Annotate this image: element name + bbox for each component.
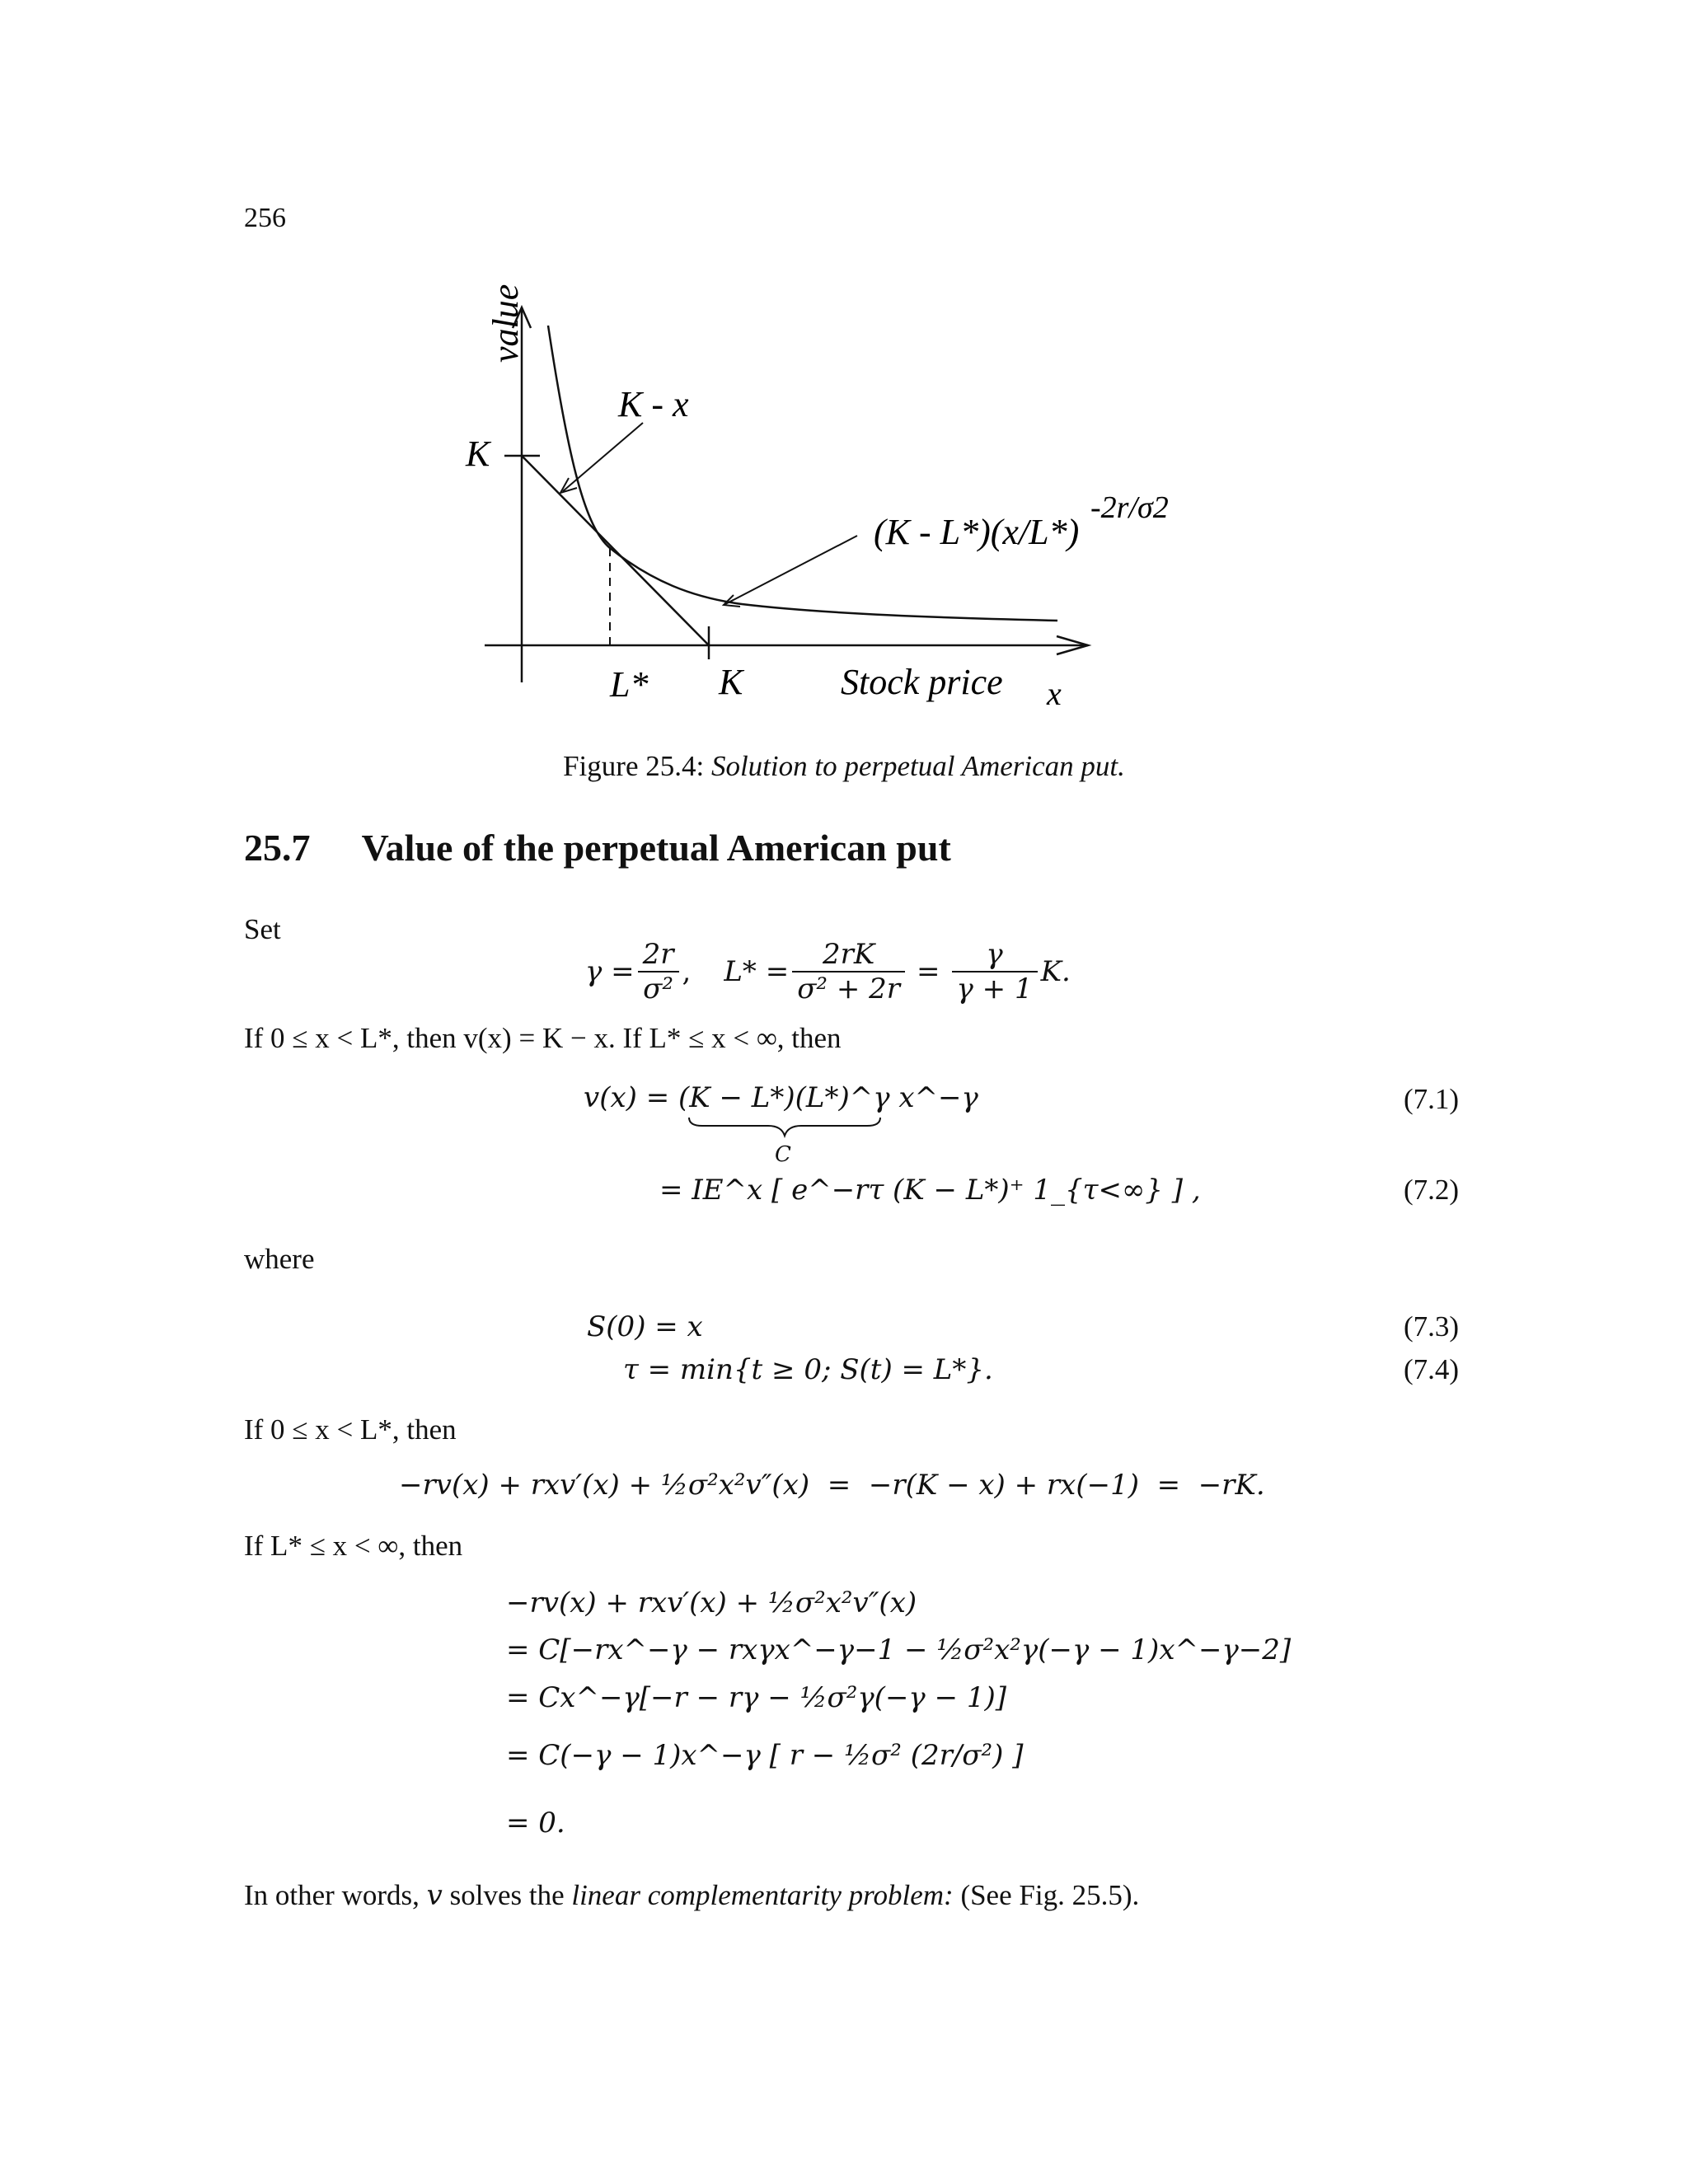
lstar-eq: = xyxy=(917,955,940,988)
set-text: Set xyxy=(244,913,281,945)
section-title: Value of the perpetual American put xyxy=(361,827,951,869)
caption-prefix: Figure 25.4: xyxy=(563,750,705,782)
if-condition-3: If L* ≤ x < ∞, then xyxy=(244,1530,463,1562)
derivation-line-1: −rv(x) + rxv′(x) + ½σ²x²v″(x) xyxy=(506,1586,917,1619)
value-curve xyxy=(548,326,1057,621)
final-em: linear complementarity problem: xyxy=(571,1879,954,1911)
x-tick-k: K xyxy=(719,662,743,702)
eq-7-3: S(0) = x xyxy=(587,1310,703,1343)
derivation-line-2: = C[−rx^−γ − rxγx^−γ−1 − ½σ²x²γ(−γ − 1)x^−γ−2] xyxy=(506,1633,1292,1666)
gamma-fraction xyxy=(638,938,679,1005)
derivation-line-4: = C(−γ − 1)x^−γ [ r − ½σ² (2r/σ²) ] xyxy=(506,1739,1024,1772)
lstar-num2: γ xyxy=(952,938,1038,972)
section-number: 25.7 xyxy=(244,827,311,869)
eq71-rhs: (K − L*)(L*)^γ x^−γ xyxy=(678,1081,978,1114)
final-prefix: In other words, xyxy=(244,1879,420,1911)
lstar-fraction-1 xyxy=(792,938,905,1005)
k-axis-label: K xyxy=(466,434,490,474)
x-axis-label: Stock price xyxy=(841,662,1003,702)
lstar-num1: 2rK xyxy=(792,938,905,972)
caption-text: Solution to perpetual American put. xyxy=(710,750,1125,782)
gamma-den: σ² xyxy=(643,972,673,1005)
lstar-tail: K. xyxy=(1040,955,1071,988)
page-number: 256 xyxy=(244,203,286,233)
gamma-lstar-definition: γ = $\frac{2r}{\text{σ²}}$ , L* = $\frac{2rK}{\text{σ² + 2r}}$ = $\frac{\gamma}{\gamma + 1}$ K. xyxy=(585,938,1071,1005)
gamma-lhs: γ = xyxy=(585,955,635,988)
x-tick-lstar: L* xyxy=(610,664,649,705)
eq73-number: (7.3) xyxy=(1403,1310,1459,1343)
underbrace xyxy=(686,1114,884,1139)
lstar-den2: γ + 1 xyxy=(956,972,1033,1005)
eq71-brace-label: C xyxy=(775,1142,791,1167)
eq-7-2: = IE^x [ e^−rτ (K − L*)⁺ 1_{τ<∞} ] , xyxy=(659,1174,1201,1207)
gamma-num: 2r xyxy=(638,938,679,972)
eq-7-4: τ = min{t ≥ 0; S(t) = L*}. xyxy=(623,1353,993,1386)
pointer-tangent xyxy=(563,423,643,491)
pointer-curve xyxy=(725,536,857,604)
label-tangent: K - x xyxy=(618,384,689,424)
lstar-den1: σ² + 2r xyxy=(797,972,901,1005)
final-suffix: (See Fig. 25.5). xyxy=(960,1879,1140,1911)
lstar-fraction-2 xyxy=(952,938,1038,1005)
if-condition-1: If 0 ≤ x < L*, then v(x) = K − x. If L* ≤ x < ∞, then xyxy=(244,1022,842,1054)
label-curve-exponent: -2r/σ2 xyxy=(1090,490,1169,525)
y-axis-label: value xyxy=(485,284,526,363)
x-axis-var: x xyxy=(1047,675,1062,712)
figure-perpetual-put xyxy=(0,0,1688,742)
final-v: v xyxy=(426,1879,443,1912)
payoff-line xyxy=(522,456,709,645)
where-text: where xyxy=(244,1243,315,1275)
eq-7-1 xyxy=(584,1081,978,1114)
section-heading xyxy=(244,826,951,869)
final-sentence xyxy=(244,1879,1139,1912)
lstar-lhs: L* = xyxy=(724,955,790,988)
eq74-number: (7.4) xyxy=(1403,1353,1459,1385)
ode-region-1: −rv(x) + rxv′(x) + ½σ²x²v″(x) = −r(K − x) + rx(−1) = −rK. xyxy=(399,1469,1265,1502)
figure-caption xyxy=(0,750,1688,783)
label-curve-main: (K - L*)(x/L*) xyxy=(874,512,1080,552)
derivation-line-3: = Cx^−γ[−r − rγ − ½σ²γ(−γ − 1)] xyxy=(506,1681,1007,1714)
final-mid: solves the xyxy=(449,1879,565,1911)
eq71-number: (7.1) xyxy=(1403,1083,1459,1115)
if-condition-2: If 0 ≤ x < L*, then xyxy=(244,1413,457,1446)
eq71-lhs: v(x) = xyxy=(584,1081,670,1114)
eq72-number: (7.2) xyxy=(1403,1174,1459,1206)
derivation-line-5: = 0. xyxy=(506,1807,565,1840)
